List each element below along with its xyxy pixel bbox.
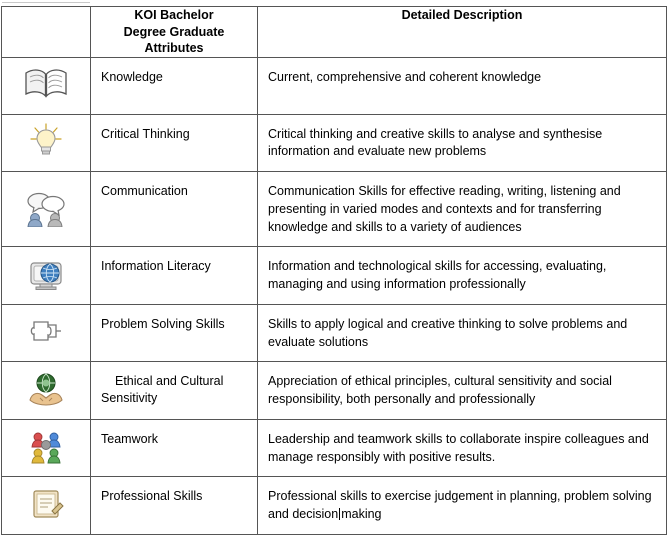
attribute-description-cell: Critical thinking and creative skills to analyse and synthesise information and evaluate new problems (258, 114, 667, 172)
text-cursor (339, 508, 340, 520)
attribute-name-cell: Knowledge (91, 57, 258, 114)
people-group-icon (22, 426, 70, 466)
table-row (2, 57, 667, 114)
row-icon-cell (2, 57, 91, 114)
header-attribute-label-line1: KOI Bachelor (134, 8, 214, 22)
attribute-name-cell: Teamwork (91, 419, 258, 477)
description-part-1: Professional skills to exercise judgement in planning, problem solving and decision (268, 489, 652, 521)
attribute-name-cell: Problem Solving Skills (91, 304, 258, 362)
row-icon-cell (2, 304, 91, 362)
row-icon-cell (2, 477, 91, 535)
attribute-name-label: Ethical and Cultural Sensitivity (101, 374, 224, 406)
row-icon-cell (2, 362, 91, 420)
briefcase-document-icon (22, 483, 70, 523)
attribute-name-cell: Critical Thinking (91, 114, 258, 172)
attribute-description-cell: Information and technological skills for accessing, evaluating, managing and using information professionally (258, 247, 667, 305)
lightbulb-icon (22, 120, 70, 160)
table-row (2, 304, 667, 362)
open-book-icon (22, 63, 70, 103)
row-icon-cell (2, 172, 91, 247)
attribute-name-cell: Information Literacy (91, 247, 258, 305)
globe-computer-icon (22, 253, 70, 293)
table-row (2, 172, 667, 247)
attribute-description-cell: Appreciation of ethical principles, cultural sensitivity and social responsibility, both personally and professionally (258, 362, 667, 420)
puzzle-piece-icon (22, 311, 70, 351)
table-row (2, 247, 667, 305)
attribute-name-cell: Communication (91, 172, 258, 247)
description-part-2: making (341, 507, 382, 521)
attribute-description-cell: Leadership and teamwork skills to collaborate inspire colleagues and manage responsibly with positive results. (258, 419, 667, 477)
attribute-description-cell: Communication Skills for effective reading, writing, listening and presenting in varied modes and contexts and for transferring knowledge and skills to a variety of audiences (258, 172, 667, 247)
attribute-description-cell: Skills to apply logical and creative thinking to solve problems and evaluate solutions (258, 304, 667, 362)
row-icon-cell (2, 114, 91, 172)
hands-globe-icon (22, 368, 70, 408)
header-description-column: Detailed Description (258, 7, 667, 58)
table-row (2, 477, 667, 535)
speech-bubbles-icon (22, 187, 70, 227)
header-icon-column (2, 7, 91, 58)
table-row (2, 362, 667, 420)
attribute-name-cell (91, 362, 258, 420)
attribute-name-cell: Professional Skills (91, 477, 258, 535)
header-attribute-label-line2: Degree Graduate (123, 24, 225, 39)
table-header (2, 7, 667, 58)
graduate-attributes-table (1, 6, 667, 535)
header-attribute-column (91, 7, 258, 58)
horizontal-rule (2, 2, 90, 3)
attribute-description-cell (258, 477, 667, 535)
attribute-description-cell: Current, comprehensive and coherent knowledge (258, 57, 667, 114)
table-header-row (2, 7, 667, 58)
row-icon-cell (2, 419, 91, 477)
table-body (2, 57, 667, 534)
row-icon-cell (2, 247, 91, 305)
table-row (2, 114, 667, 172)
header-attribute-label-line3: Attributes (144, 41, 204, 55)
table-row (2, 419, 667, 477)
